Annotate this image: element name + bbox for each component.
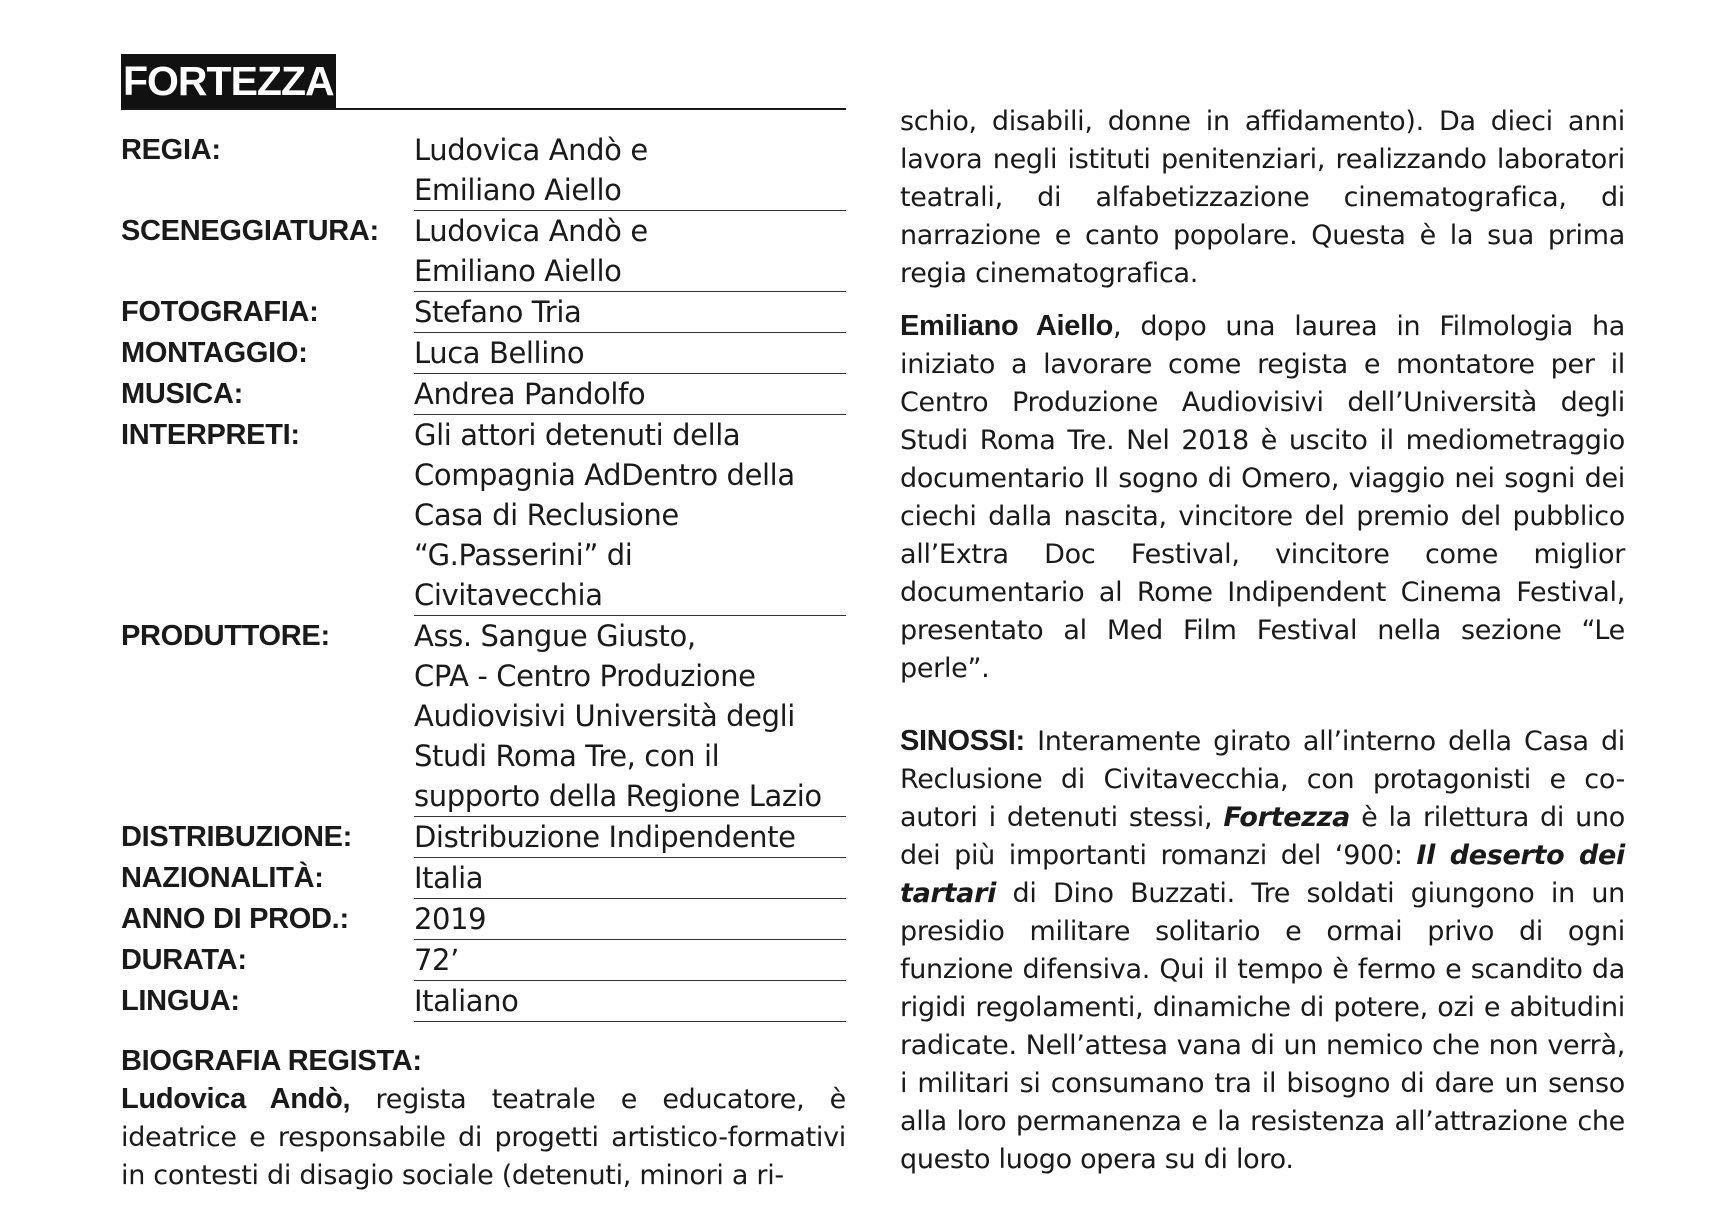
- synopsis-text-3: di Dino Buzzati. Tre soldati giungono in un presidio militare solitario e ormai privo di ogni funzione difensiva. Qui il tempo è fermo e scandito da rigidi regolamenti, dinamiche di potere, ozi e abitudini radicate. Nell’attesa vana di un nemico che non verrà, i militari si consumano tra il bisogno di dare un senso alla loro permanenza e la resistenza all’attrazione che questo luogo opera su di loro.: [900, 878, 1625, 1175]
- credit-label: REGIA:: [121, 134, 221, 166]
- credit-row-durata: [121, 940, 846, 981]
- credit-row-lingua: [121, 981, 846, 1022]
- synopsis-text-1: Interamente girato all’interno della Casa di Reclusione di Civitavecchia, con protagonisti e co-autori i detenuti stessi,: [900, 726, 1625, 833]
- credit-row-fotografia: [121, 292, 846, 333]
- credit-row-sceneggiatura: [121, 211, 846, 292]
- credit-label: NAZIONALITÀ:: [121, 862, 324, 894]
- synopsis-film-title: Fortezza: [1223, 802, 1351, 833]
- credit-value: Gli attori detenuti della Compagnia AdDentro della Casa di Reclusione “G.Passerini” di Civitavecchia: [414, 415, 846, 616]
- right-column: [900, 103, 1625, 1179]
- credit-value: Italiano: [414, 981, 846, 1022]
- credit-label: PRODUTTORE:: [121, 620, 330, 652]
- synopsis-label: SINOSSI:: [900, 725, 1025, 757]
- credit-row-musica: [121, 374, 846, 415]
- credit-label: LINGUA:: [121, 985, 240, 1017]
- bio-heading: BIOGRAFIA REGISTA:: [121, 1045, 422, 1077]
- bio-name-ando: Ludovica Andò,: [121, 1083, 351, 1115]
- credit-row-nazionalita: [121, 858, 846, 899]
- film-title: FORTEZZA: [121, 54, 336, 108]
- credit-label: SCENEGGIATURA:: [121, 215, 379, 247]
- synopsis-text-2: è la rilettura di uno dei più importanti romanzi del ‘900:: [900, 802, 1625, 871]
- synopsis-novel-title: Il deserto dei tartari: [900, 840, 1625, 909]
- credit-value: Ass. Sangue Giusto, CPA - Centro Produzione Audiovisivi Università degli Studi Roma Tre, con il supporto della Regione Lazio: [414, 616, 846, 817]
- credit-value: Ludovica Andò e Emiliano Aiello: [414, 211, 846, 292]
- credit-row-produttore: [121, 616, 846, 817]
- credit-label: FOTOGRAFIA:: [121, 296, 319, 328]
- credit-value: Stefano Tria: [414, 292, 846, 333]
- bio-paragraph-ando-end: [900, 103, 1625, 293]
- credit-row-anno: [121, 899, 846, 940]
- credits-table: [121, 130, 846, 1022]
- credit-label: INTERPRETI:: [121, 419, 300, 451]
- synopsis-paragraph: [900, 722, 1625, 1179]
- bio-text-ando-end: schio, disabili, donne in affidamento). Da dieci anni lavora negli istituti penitenziari, realizzando laboratori teatrali, di alfabetizzazione cinematografica, di narrazione e canto popolare. Questa è la sua prima regia cinematografica.: [900, 106, 1625, 289]
- credit-label: DISTRIBUZIONE:: [121, 821, 353, 853]
- credit-label: MONTAGGIO:: [121, 337, 308, 369]
- credit-value: Andrea Pandolfo: [414, 374, 846, 415]
- credit-value: Distribuzione Indipendente: [414, 817, 846, 858]
- title-row: [121, 54, 846, 110]
- left-column: [121, 54, 846, 1195]
- credit-label: ANNO DI PROD.:: [121, 903, 349, 935]
- credit-row-regia: [121, 130, 846, 211]
- credit-label: MUSICA:: [121, 378, 243, 410]
- credit-value: Ludovica Andò e Emiliano Aiello: [414, 130, 846, 211]
- credit-value: 72’: [414, 940, 846, 981]
- credit-value: 2019: [414, 899, 846, 940]
- credit-row-montaggio: [121, 333, 846, 374]
- credit-row-interpreti: [121, 415, 846, 616]
- bio-text-aiello: , dopo una laurea in Filmologia ha iniziato a lavorare come regista e montatore per il Centro Produzione Audiovisivi dell’Università degli Studi Roma Tre. Nel 2018 è uscito il mediometraggio documentario Il sogno di Omero, viaggio nei sogni dei ciechi dalla nascita, vincitore del premio del pubblico all’Extra Doc Festival, vincitore come miglior documentario al Rome Indipendent Cinema Festival, presentato al Med Film Festival nella sezione “Le perle”.: [900, 311, 1626, 684]
- bio-paragraph-ando-start: [121, 1080, 846, 1195]
- credit-row-distribuzione: [121, 817, 846, 858]
- credit-value: Italia: [414, 858, 846, 899]
- bio-text-ando-start: regista teatrale e educatore, è ideatrice e responsabile di progetti artistico-formativi in contesti di disagio sociale (detenuti, minori a ri-: [121, 1084, 846, 1191]
- bio-paragraph-aiello: [900, 307, 1625, 688]
- bio-name-aiello: Emiliano Aiello: [900, 310, 1114, 342]
- credit-value: Luca Bellino: [414, 333, 846, 374]
- credit-label: DURATA:: [121, 944, 247, 976]
